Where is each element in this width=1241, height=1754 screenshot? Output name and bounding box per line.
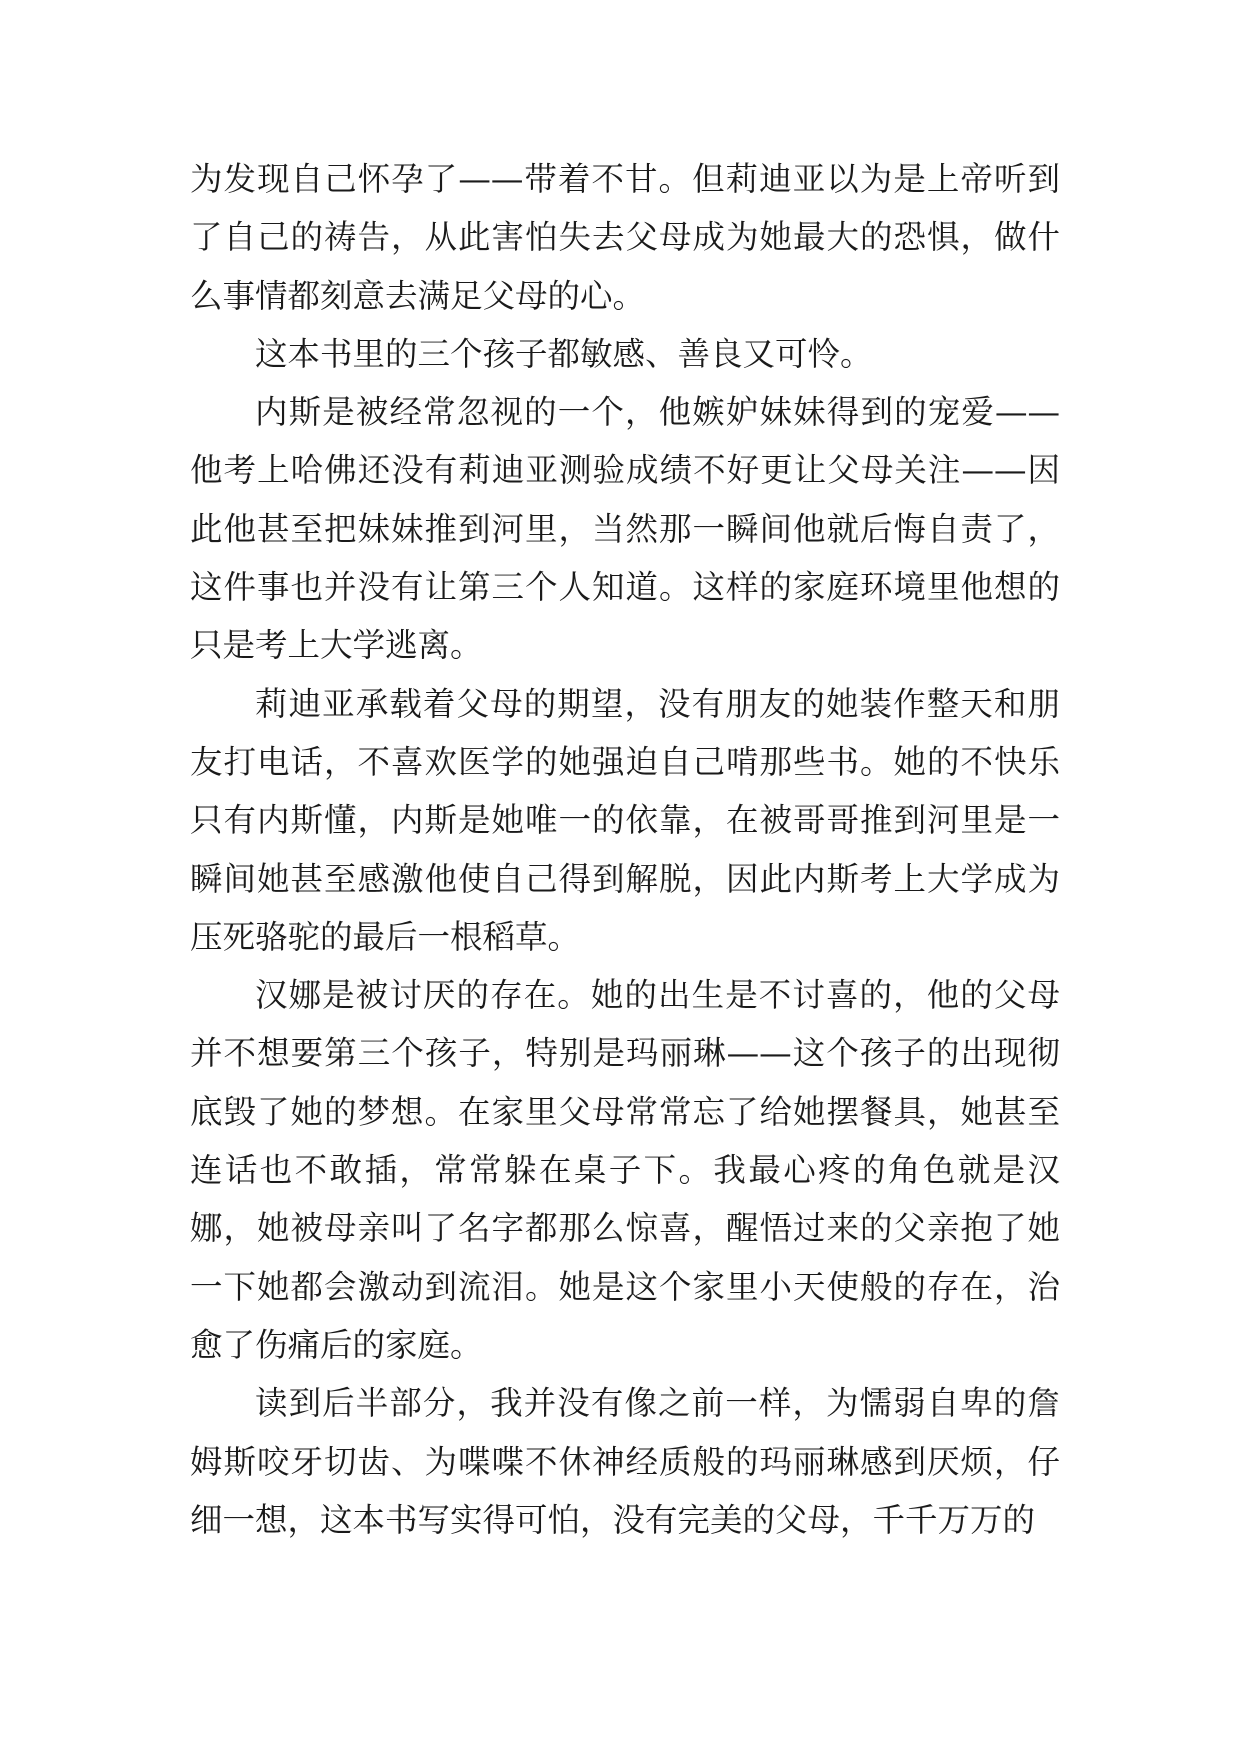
paragraph-6: 读到后半部分，我并没有像之前一样，为懦弱自卑的詹姆斯咬牙切齿、为喋喋不休神经质般的玛丽琳感到厌烦，仔细一想，这本书写实得可怕，没有完美的父母，千千万万的 bbox=[190, 1384, 1060, 1539]
paragraph-3: 内斯是被经常忽视的一个，他嫉妒妹妹得到的宠爱——他考上哈佛还没有莉迪亚测验成绩不好更让父母关注——因此他甚至把妹妹推到河里，当然那一瞬间他就后悔自责了，这件事也并没有让第三个人知道。这样的家庭环境里他想的只是考上大学逃离。 bbox=[190, 393, 1060, 665]
paragraph-4: 莉迪亚承载着父母的期望，没有朋友的她装作整天和朋友打电话，不喜欢医学的她强迫自己啃那些书。她的不快乐只有内斯懂，内斯是她唯一的依靠，在被哥哥推到河里是一瞬间她甚至感激他使自己得到解脱，因此内斯考上大学成为压死骆驼的最后一根稻草。 bbox=[190, 684, 1060, 956]
body-text bbox=[190, 150, 1060, 1549]
paragraph-2: 这本书里的三个孩子都敏感、善良又可怜。 bbox=[255, 334, 873, 373]
paragraph-1: 为发现自己怀孕了——带着不甘。但莉迪亚以为是上帝听到了自己的祷告，从此害怕失去父母成为她最大的恐惧，做什么事情都刻意去满足父母的心。 bbox=[190, 160, 1060, 315]
paragraph-5: 汉娜是被讨厌的存在。她的出生是不讨喜的，他的父母并不想要第三个孩子，特别是玛丽琳——这个孩子的出现彻底毁了她的梦想。在家里父母常常忘了给她摆餐具，她甚至连话也不敢插，常常躲在桌子下。我最心疼的角色就是汉娜，她被母亲叫了名字都那么惊喜，醒悟过来的父亲抱了她一下她都会激动到流泪。她是这个家里小天使般的存在，治愈了伤痛后的家庭。 bbox=[190, 976, 1060, 1364]
